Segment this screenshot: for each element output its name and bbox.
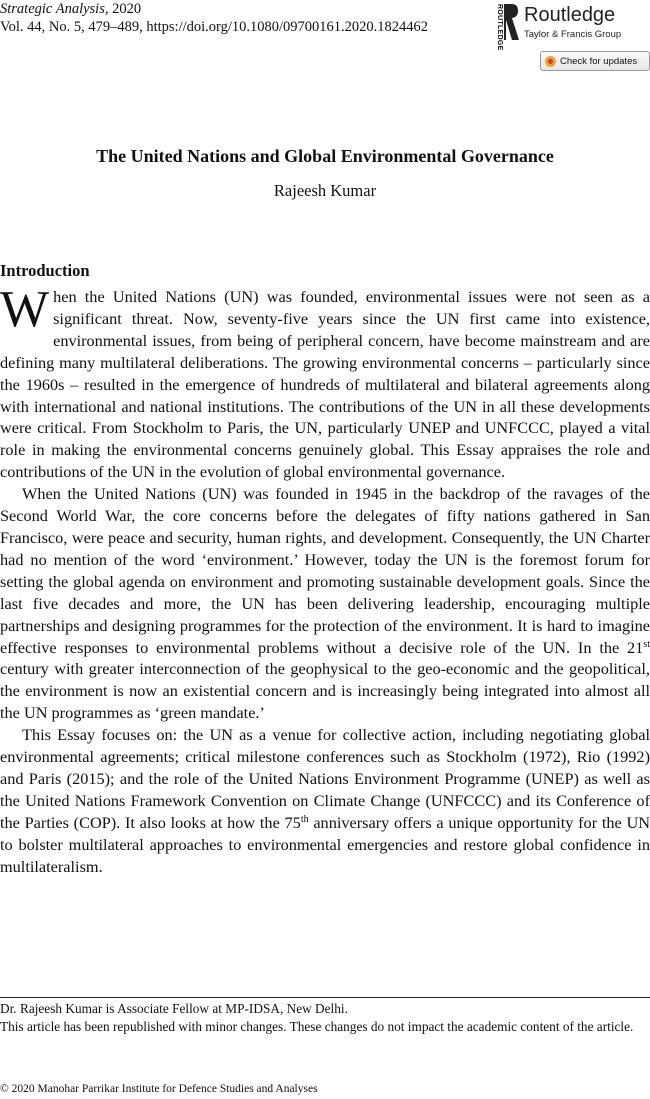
paragraph-1 <box>0 281 650 483</box>
article-body <box>0 281 650 877</box>
paragraph-1-text: hen the United Nations (UN) was founded, environmental issues were not seen as a significant threat. Now, seventy-five years since the UN first came into existence, environmental issues, from being of peripheral concern, have become mainstream and are defining many multilateral deliberations. The growing environmental concerns – particularly since the 1960s – resulted in the emergence of hundreds of multilateral and bilateral agreements along with international and national institutions. The contributions of the UN in all these developments were critical. From Stockholm to Paris, the UN, particularly UNEP and UNFCCC, played a vital role in making the environmental concerns genuinely global. This Essay appraises the role and contributions of the UN in the evolution of global environmental governance. <box>0 287 650 482</box>
publisher-subtitle: Taylor & Francis Group <box>524 29 622 40</box>
paragraph-3-text-a: This Essay focuses on: the UN as a venue for collective action, including negotiating global environmental agreements; critical milestone conferences such as Stockholm (1972), Rio (1992) and Paris (2015); and the role of the United Nations Environment Programme (UNEP) as well as the United Nations Framework Convention on Climate Change (UNFCCC) and its Conference of the Parties (COP). It also looks at how the 75 <box>0 725 650 832</box>
paragraph-2 <box>0 483 650 724</box>
drop-cap: W <box>0 281 50 338</box>
citation-line[interactable]: Vol. 44, No. 5, 479–489, https://doi.org/10.1080/09700161.2020.1824462 <box>0 19 429 35</box>
check-for-updates-label: Check for updates <box>560 55 638 67</box>
article-author: Rajeesh Kumar <box>273 181 377 200</box>
article-title: The United Nations and Global Environmental Governance <box>96 146 554 166</box>
paragraph-2-text-a: When the United Nations (UN) was founded in 1945 in the backdrop of the ravages of the Second World War, the core concerns before the delegates of fifty nations gathered in San Francisco, were peace and security, human rights, and development. Consequently, the UN Charter had no mention of the word ‘environment.’ However, today the UN is the foremost forum for setting the global agenda on environment and promoting sustainable development goals. Since the last five decades and more, the UN has been delivering leadership, encouraging multiple partnerships and designing programmes for the protection of the environment. It is hard to imagine effective responses to environmental problems without a decisive role of the UN. In the 21 <box>0 484 650 657</box>
paragraph-3-text-b: anniversary offers a unique opportunity for the UN to bolster multilateral approaches to environmental emergencies and restore global confidence in multilateralism. <box>0 812 650 876</box>
republish-note: This article has been republished with minor changes. These changes do not impact the academic content of the article. <box>0 1019 634 1034</box>
running-header <box>0 0 428 36</box>
author-affiliation: Dr. Rajeesh Kumar is Associate Fellow at MP-IDSA, New Delhi. <box>0 1001 348 1016</box>
paragraph-2-superscript: st <box>643 638 650 650</box>
logo-vertical-text: ROUTLEDGE <box>496 4 503 51</box>
footnotes <box>0 1000 650 1036</box>
paragraph-3 <box>0 724 650 877</box>
journal-year: , 2020 <box>104 1 142 17</box>
copyright-notice: © 2020 Manohar Parrikar Institute for Defence Studies and Analyses <box>0 1083 318 1095</box>
footnote-divider <box>0 997 650 998</box>
section-heading: Introduction <box>0 261 90 280</box>
journal-line <box>0 0 428 18</box>
paragraph-3-superscript: th <box>300 813 309 825</box>
publisher-brand: Routledge <box>524 4 616 26</box>
crossmark-icon <box>545 56 556 67</box>
check-for-updates-button[interactable] <box>540 51 650 71</box>
journal-name: Strategic Analysis <box>0 1 105 17</box>
paragraph-2-text-b: century with greater interconnection of the geophysical to the geo-economic and the geopolitical, the environment is now an existential concern and is increasingly being integrated into almost all the UN programmes as ‘green mandate.’ <box>0 659 650 723</box>
